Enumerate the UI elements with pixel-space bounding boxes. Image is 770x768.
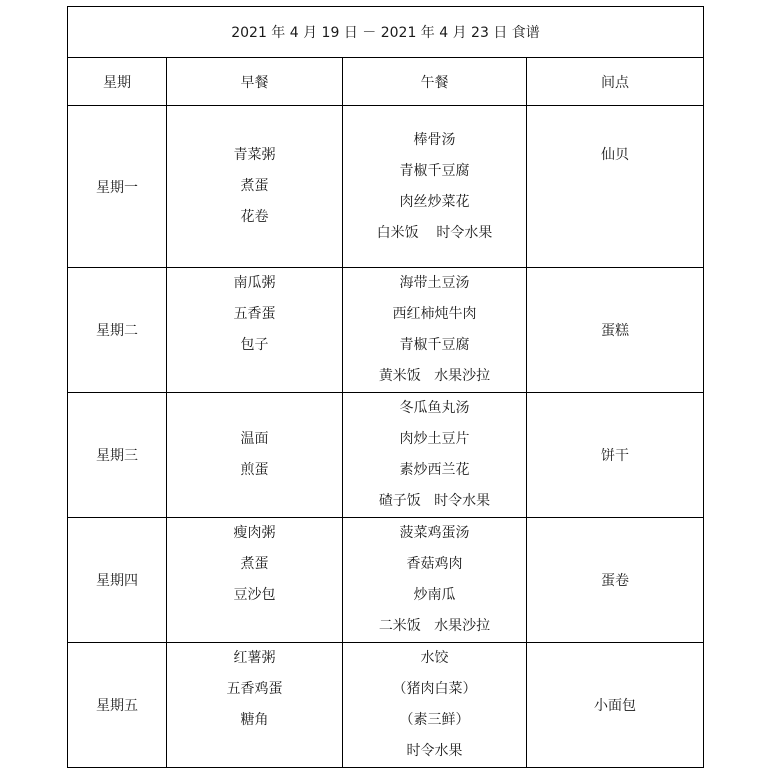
table-row-wednesday xyxy=(68,393,704,518)
breakfast-item: 煮蛋 xyxy=(240,178,269,194)
weekday-cell: 星期三 xyxy=(68,393,167,518)
breakfast-item: 青菜粥 xyxy=(233,147,276,163)
header-weekday: 星期 xyxy=(68,58,167,106)
header-breakfast: 早餐 xyxy=(167,58,343,106)
lunch-item: 白米饭 时令水果 xyxy=(376,224,493,241)
lunch-item: 素炒西兰花 xyxy=(399,462,470,478)
snack-cell: 仙贝 xyxy=(527,106,704,268)
breakfast-item: 五香鸡蛋 xyxy=(226,681,283,697)
lunch-item: 青椒千豆腐 xyxy=(399,337,470,353)
lunch-item: 水饺 xyxy=(420,650,449,666)
snack-cell: 饼干 xyxy=(527,393,704,518)
lunch-item: 二米饭 水果沙拉 xyxy=(378,618,491,634)
breakfast-item: 豆沙包 xyxy=(233,587,276,603)
header-row xyxy=(68,58,704,106)
snack-cell: 蛋糕 xyxy=(527,268,704,393)
lunch-item: （素三鲜） xyxy=(399,712,470,728)
breakfast-item: 煎蛋 xyxy=(240,462,269,478)
lunch-item: 肉炒土豆片 xyxy=(399,431,470,447)
weekday-cell: 星期二 xyxy=(68,268,167,393)
breakfast-item: 红薯粥 xyxy=(233,650,276,666)
breakfast-item: 五香蛋 xyxy=(233,306,276,322)
table-row-tuesday xyxy=(68,268,704,393)
weekday-cell: 星期一 xyxy=(68,106,167,268)
breakfast-cell xyxy=(167,106,343,268)
lunch-item: 菠菜鸡蛋汤 xyxy=(399,525,470,541)
header-lunch: 午餐 xyxy=(343,58,527,106)
breakfast-item: 南瓜粥 xyxy=(233,275,276,291)
menu-table xyxy=(67,6,704,768)
table-row-monday xyxy=(68,106,704,268)
lunch-item: 棒骨汤 xyxy=(413,131,456,148)
lunch-item: 青椒千豆腐 xyxy=(399,162,470,179)
weekday-cell: 星期四 xyxy=(68,518,167,643)
lunch-item: 碴子饭 时令水果 xyxy=(378,493,491,509)
lunch-item: 肉丝炒菜花 xyxy=(399,193,470,210)
snack-cell: 蛋卷 xyxy=(527,518,704,643)
lunch-item: 黄米饭 水果沙拉 xyxy=(378,368,491,384)
breakfast-cell xyxy=(167,393,343,518)
snack-cell: 小面包 xyxy=(527,643,704,768)
lunch-cell xyxy=(343,518,527,643)
breakfast-cell xyxy=(167,518,343,643)
table-row-thursday xyxy=(68,518,704,643)
lunch-item: 西红柿炖牛肉 xyxy=(392,306,477,322)
breakfast-item: 瘦肉粥 xyxy=(233,525,276,541)
lunch-cell xyxy=(343,393,527,518)
breakfast-item: 煮蛋 xyxy=(240,556,269,572)
lunch-item: 冬瓜鱼丸汤 xyxy=(399,400,470,416)
lunch-item: （猪肉白菜） xyxy=(392,681,477,697)
lunch-item: 时令水果 xyxy=(406,743,463,759)
breakfast-item: 糖角 xyxy=(240,712,269,728)
title-row xyxy=(68,7,704,58)
lunch-cell xyxy=(343,643,527,768)
menu-title: 2021 年 4 月 19 日 － 2021 年 4 月 23 日 食谱 xyxy=(68,7,704,58)
breakfast-item: 温面 xyxy=(240,431,269,447)
breakfast-item: 花卷 xyxy=(240,209,269,225)
breakfast-cell xyxy=(167,643,343,768)
lunch-item: 香菇鸡肉 xyxy=(406,556,463,572)
lunch-item: 海带土豆汤 xyxy=(399,275,470,291)
lunch-item: 炒南瓜 xyxy=(413,587,456,603)
table-row-friday xyxy=(68,643,704,768)
header-snack: 间点 xyxy=(527,58,704,106)
breakfast-item: 包子 xyxy=(240,337,269,353)
lunch-cell xyxy=(343,268,527,393)
lunch-cell xyxy=(343,106,527,268)
breakfast-cell xyxy=(167,268,343,393)
weekday-cell: 星期五 xyxy=(68,643,167,768)
